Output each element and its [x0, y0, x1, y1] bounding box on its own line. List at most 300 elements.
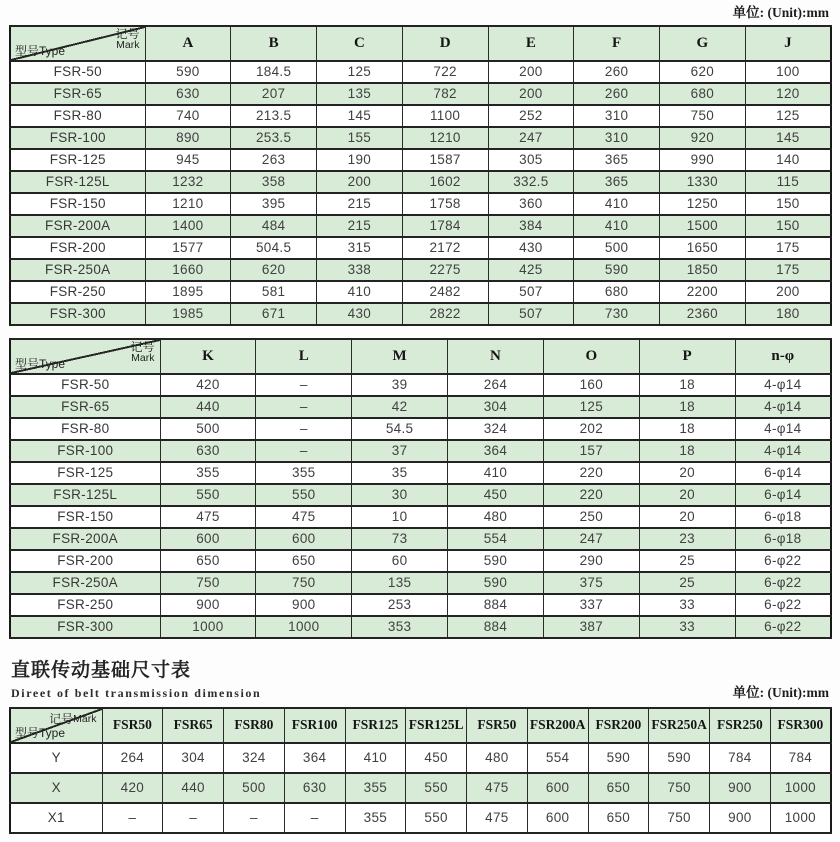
value-cell: 215 [317, 215, 403, 237]
value-cell: 202 [543, 418, 639, 440]
mark-label [115, 28, 139, 52]
value-cell: – [256, 374, 352, 396]
value-cell: 6-φ22 [735, 572, 831, 594]
value-cell: 310 [574, 127, 660, 149]
column-header: L [256, 339, 352, 374]
column-header: G [660, 26, 746, 61]
value-cell: 554 [527, 743, 588, 773]
value-cell: 25 [639, 550, 735, 572]
model-cell: FSR-125 [10, 462, 160, 484]
value-cell: – [256, 418, 352, 440]
value-cell: 680 [574, 281, 660, 303]
value-cell: 200 [317, 171, 403, 193]
value-cell: 630 [145, 83, 231, 105]
value-cell: 200 [488, 61, 574, 83]
value-cell: 140 [745, 149, 831, 171]
value-cell: 2172 [402, 237, 488, 259]
value-cell: 20 [639, 462, 735, 484]
table-row [10, 171, 831, 193]
value-cell: 42 [352, 396, 448, 418]
model-cell: FSR-250 [10, 281, 145, 303]
value-cell: 410 [345, 743, 406, 773]
model-cell: FSR-80 [10, 418, 160, 440]
model-cell: FSR-200 [10, 550, 160, 572]
value-cell: 2200 [660, 281, 746, 303]
value-cell: 6-φ18 [735, 506, 831, 528]
dimension-table-2 [9, 338, 832, 639]
value-cell: 600 [256, 528, 352, 550]
model-cell: FSR-250A [10, 572, 160, 594]
value-cell: 304 [163, 743, 224, 773]
value-cell: 450 [448, 484, 544, 506]
value-cell: 590 [649, 743, 710, 773]
column-header: FSR50 [102, 708, 163, 743]
value-cell: 6-φ14 [735, 484, 831, 506]
value-cell: – [256, 440, 352, 462]
column-header: FSR125L [406, 708, 467, 743]
value-cell: 20 [639, 484, 735, 506]
model-cell: FSR-125L [10, 484, 160, 506]
value-cell: 332.5 [488, 171, 574, 193]
model-cell: X [10, 773, 102, 803]
value-cell: 430 [488, 237, 574, 259]
value-cell: 364 [284, 743, 345, 773]
value-cell: 180 [745, 303, 831, 325]
value-cell: 1758 [402, 193, 488, 215]
model-cell: FSR-200A [10, 528, 160, 550]
value-cell: 200 [745, 281, 831, 303]
value-cell: 35 [352, 462, 448, 484]
value-cell: 6-φ18 [735, 528, 831, 550]
value-cell: 1000 [770, 773, 831, 803]
table-row [10, 440, 831, 462]
column-header: M [352, 339, 448, 374]
model-cell: FSR-125 [10, 149, 145, 171]
value-cell: 155 [317, 127, 403, 149]
value-cell: 1985 [145, 303, 231, 325]
value-cell: 630 [284, 773, 345, 803]
value-cell: 475 [160, 506, 256, 528]
value-cell: 1784 [402, 215, 488, 237]
value-cell: 2482 [402, 281, 488, 303]
model-cell: FSR-150 [10, 193, 145, 215]
value-cell: 784 [710, 743, 771, 773]
value-cell: 590 [145, 61, 231, 83]
value-cell: 4-φ14 [735, 440, 831, 462]
value-cell: 37 [352, 440, 448, 462]
table-row [10, 773, 831, 803]
table-row [10, 743, 831, 773]
value-cell: 264 [102, 743, 163, 773]
column-header: D [402, 26, 488, 61]
table-row [10, 281, 831, 303]
value-cell: 1895 [145, 281, 231, 303]
value-cell: 945 [145, 149, 231, 171]
value-cell: 484 [231, 215, 317, 237]
value-cell: 600 [527, 773, 588, 803]
value-cell: 1577 [145, 237, 231, 259]
value-cell: 600 [160, 528, 256, 550]
value-cell: 184.5 [231, 61, 317, 83]
section-title-en: Direet of belt transmission dimension [11, 685, 262, 700]
column-header: F [574, 26, 660, 61]
value-cell: 207 [231, 83, 317, 105]
value-cell: 125 [543, 396, 639, 418]
model-cell: FSR-65 [10, 83, 145, 105]
value-cell: 247 [488, 127, 574, 149]
header-row [10, 339, 831, 374]
column-header: FSR50 [467, 708, 528, 743]
mark-label-en: Mark [73, 712, 97, 725]
table-row [10, 215, 831, 237]
value-cell: 150 [745, 215, 831, 237]
value-cell: 900 [710, 803, 771, 833]
value-cell: 324 [448, 418, 544, 440]
value-cell: 650 [588, 773, 649, 803]
value-cell: 160 [543, 374, 639, 396]
value-cell: 135 [317, 83, 403, 105]
value-cell: 4-φ14 [735, 418, 831, 440]
column-header: C [317, 26, 403, 61]
table-row [10, 193, 831, 215]
value-cell: 740 [145, 105, 231, 127]
value-cell: 1330 [660, 171, 746, 193]
model-cell: X1 [10, 803, 102, 833]
value-cell: – [256, 396, 352, 418]
value-cell: 250 [543, 506, 639, 528]
value-cell: 750 [649, 803, 710, 833]
value-cell: 145 [745, 127, 831, 149]
value-cell: 900 [710, 773, 771, 803]
model-cell: FSR-300 [10, 616, 160, 638]
type-label: 型号Type [15, 725, 66, 740]
mark-label [130, 341, 154, 365]
value-cell: 900 [160, 594, 256, 616]
model-cell: FSR-200A [10, 215, 145, 237]
column-header: FSR125 [345, 708, 406, 743]
value-cell: 920 [660, 127, 746, 149]
value-cell: 750 [660, 105, 746, 127]
value-cell: 18 [639, 440, 735, 462]
value-cell: 1587 [402, 149, 488, 171]
table-row [10, 259, 831, 281]
section-subtitle-row [11, 686, 832, 701]
value-cell: 480 [467, 743, 528, 773]
value-cell: 100 [745, 61, 831, 83]
value-cell: 355 [345, 773, 406, 803]
value-cell: 18 [639, 418, 735, 440]
value-cell: 884 [448, 616, 544, 638]
value-cell: 324 [224, 743, 285, 773]
value-cell: 500 [160, 418, 256, 440]
value-cell: 590 [574, 259, 660, 281]
value-cell: 554 [448, 528, 544, 550]
value-cell: 310 [574, 105, 660, 127]
value-cell: 1100 [402, 105, 488, 127]
value-cell: 125 [745, 105, 831, 127]
value-cell: 750 [649, 773, 710, 803]
value-cell: 581 [231, 281, 317, 303]
table-row [10, 237, 831, 259]
column-header: FSR200 [588, 708, 649, 743]
value-cell: 33 [639, 616, 735, 638]
value-cell: 671 [231, 303, 317, 325]
value-cell: 680 [660, 83, 746, 105]
value-cell: 39 [352, 374, 448, 396]
unit-label-top: 单位: (Unit):mm [732, 5, 829, 20]
type-label: 型号Type [15, 43, 66, 58]
value-cell: 175 [745, 259, 831, 281]
value-cell: 305 [488, 149, 574, 171]
value-cell: 263 [231, 149, 317, 171]
value-cell: 60 [352, 550, 448, 572]
mark-label-zh: 记号 [49, 711, 74, 726]
value-cell: 1210 [402, 127, 488, 149]
value-cell: 6-φ14 [735, 462, 831, 484]
value-cell: 247 [543, 528, 639, 550]
model-cell: FSR-100 [10, 440, 160, 462]
value-cell: 360 [488, 193, 574, 215]
value-cell: 550 [406, 803, 467, 833]
value-cell: 4-φ14 [735, 396, 831, 418]
value-cell: 1650 [660, 237, 746, 259]
value-cell: 500 [224, 773, 285, 803]
value-cell: 590 [588, 743, 649, 773]
table-row [10, 572, 831, 594]
value-cell: 157 [543, 440, 639, 462]
value-cell: 260 [574, 83, 660, 105]
column-header: A [145, 26, 231, 61]
value-cell: 315 [317, 237, 403, 259]
table-row [10, 105, 831, 127]
column-header: FSR200A [527, 708, 588, 743]
value-cell: 590 [448, 572, 544, 594]
table-row [10, 149, 831, 171]
value-cell: 25 [639, 572, 735, 594]
model-cell: FSR-150 [10, 506, 160, 528]
mark-label-en: Mark [116, 39, 140, 52]
value-cell: 410 [574, 215, 660, 237]
value-cell: 900 [256, 594, 352, 616]
value-cell: 550 [406, 773, 467, 803]
column-header: FSR65 [163, 708, 224, 743]
table-row [10, 506, 831, 528]
value-cell: 750 [160, 572, 256, 594]
value-cell: 590 [448, 550, 544, 572]
value-cell: 384 [488, 215, 574, 237]
value-cell: 550 [160, 484, 256, 506]
value-cell: 507 [488, 303, 574, 325]
value-cell: 190 [317, 149, 403, 171]
model-cell: Y [10, 743, 102, 773]
model-cell: FSR-100 [10, 127, 145, 149]
model-cell: FSR-200 [10, 237, 145, 259]
value-cell: 73 [352, 528, 448, 550]
table-row [10, 616, 831, 638]
value-cell: 200 [488, 83, 574, 105]
value-cell: 18 [639, 374, 735, 396]
value-cell: 620 [660, 61, 746, 83]
value-cell: 220 [543, 484, 639, 506]
table-row [10, 61, 831, 83]
value-cell: 1210 [145, 193, 231, 215]
value-cell: 304 [448, 396, 544, 418]
column-header: E [488, 26, 574, 61]
value-cell: 410 [574, 193, 660, 215]
value-cell: 18 [639, 396, 735, 418]
value-cell: 290 [543, 550, 639, 572]
value-cell: 1232 [145, 171, 231, 193]
value-cell: 338 [317, 259, 403, 281]
value-cell: 125 [317, 61, 403, 83]
value-cell: 550 [256, 484, 352, 506]
value-cell: – [224, 803, 285, 833]
value-cell: 480 [448, 506, 544, 528]
value-cell: 410 [448, 462, 544, 484]
table-row [10, 303, 831, 325]
value-cell: 375 [543, 572, 639, 594]
column-header: N [448, 339, 544, 374]
value-cell: 6-φ22 [735, 550, 831, 572]
model-cell: FSR-50 [10, 374, 160, 396]
column-header: P [639, 339, 735, 374]
value-cell: 365 [574, 149, 660, 171]
column-header: FSR250 [710, 708, 771, 743]
value-cell: 990 [660, 149, 746, 171]
value-cell: 33 [639, 594, 735, 616]
model-cell: FSR-250A [10, 259, 145, 281]
mark-label-en: Mark [131, 352, 155, 365]
section-title-zh: 直联传动基础尺寸表 [11, 658, 192, 681]
value-cell: 1000 [160, 616, 256, 638]
value-cell: 440 [160, 396, 256, 418]
header-row [10, 708, 831, 743]
column-header: n-φ [735, 339, 831, 374]
header-row [10, 26, 831, 61]
value-cell: 1000 [770, 803, 831, 833]
value-cell: 115 [745, 171, 831, 193]
value-cell: 650 [160, 550, 256, 572]
value-cell: 353 [352, 616, 448, 638]
table-row [10, 594, 831, 616]
value-cell: 213.5 [231, 105, 317, 127]
value-cell: 23 [639, 528, 735, 550]
value-cell: 507 [488, 281, 574, 303]
table-row [10, 484, 831, 506]
value-cell: 620 [231, 259, 317, 281]
value-cell: 410 [317, 281, 403, 303]
table-row [10, 374, 831, 396]
column-header: O [543, 339, 639, 374]
table-row [10, 462, 831, 484]
table-row [10, 550, 831, 572]
value-cell: 450 [406, 743, 467, 773]
value-cell: 6-φ22 [735, 616, 831, 638]
value-cell: 2822 [402, 303, 488, 325]
value-cell: 150 [745, 193, 831, 215]
value-cell: 440 [163, 773, 224, 803]
model-cell: FSR-65 [10, 396, 160, 418]
type-label: 型号Type [15, 356, 66, 371]
value-cell: 264 [448, 374, 544, 396]
column-header: B [231, 26, 317, 61]
value-cell: 54.5 [352, 418, 448, 440]
value-cell: 884 [448, 594, 544, 616]
value-cell: 355 [256, 462, 352, 484]
value-cell: 145 [317, 105, 403, 127]
column-header: K [160, 339, 256, 374]
corner-header-cell [10, 708, 102, 743]
value-cell: 355 [160, 462, 256, 484]
value-cell: 750 [256, 572, 352, 594]
mark-label-zh: 记号 [130, 339, 155, 354]
value-cell: 1850 [660, 259, 746, 281]
column-header: FSR250A [649, 708, 710, 743]
value-cell: 1500 [660, 215, 746, 237]
value-cell: 730 [574, 303, 660, 325]
model-cell: FSR-250 [10, 594, 160, 616]
value-cell: 358 [231, 171, 317, 193]
mark-label-zh: 记号 [115, 26, 140, 41]
table-row [10, 803, 831, 833]
unit-label-bottom: 单位: (Unit):mm [732, 685, 829, 700]
table-row [10, 418, 831, 440]
value-cell: 395 [231, 193, 317, 215]
value-cell: – [284, 803, 345, 833]
value-cell: – [163, 803, 224, 833]
table-row [10, 83, 831, 105]
table-row [10, 528, 831, 550]
value-cell: 1400 [145, 215, 231, 237]
value-cell: 252 [488, 105, 574, 127]
value-cell: 355 [345, 803, 406, 833]
value-cell: 253.5 [231, 127, 317, 149]
value-cell: 1250 [660, 193, 746, 215]
model-cell: FSR-300 [10, 303, 145, 325]
value-cell: 504.5 [231, 237, 317, 259]
value-cell: 784 [770, 743, 831, 773]
value-cell: 420 [160, 374, 256, 396]
value-cell: 365 [574, 171, 660, 193]
table-gap [9, 326, 832, 338]
value-cell: 475 [467, 803, 528, 833]
value-cell: 2275 [402, 259, 488, 281]
value-cell: 30 [352, 484, 448, 506]
value-cell: 175 [745, 237, 831, 259]
value-cell: 722 [402, 61, 488, 83]
value-cell: – [102, 803, 163, 833]
value-cell: 10 [352, 506, 448, 528]
corner-header-cell [10, 339, 160, 374]
value-cell: 337 [543, 594, 639, 616]
table-row [10, 396, 831, 418]
value-cell: 890 [145, 127, 231, 149]
value-cell: 215 [317, 193, 403, 215]
value-cell: 20 [639, 506, 735, 528]
model-cell: FSR-125L [10, 171, 145, 193]
corner-header-cell [10, 26, 145, 61]
column-header: FSR300 [770, 708, 831, 743]
value-cell: 420 [102, 773, 163, 803]
value-cell: 425 [488, 259, 574, 281]
model-cell: FSR-50 [10, 61, 145, 83]
value-cell: 120 [745, 83, 831, 105]
value-cell: 1000 [256, 616, 352, 638]
column-header: FSR100 [284, 708, 345, 743]
value-cell: 6-φ22 [735, 594, 831, 616]
belt-transmission-table [9, 707, 832, 834]
value-cell: 4-φ14 [735, 374, 831, 396]
